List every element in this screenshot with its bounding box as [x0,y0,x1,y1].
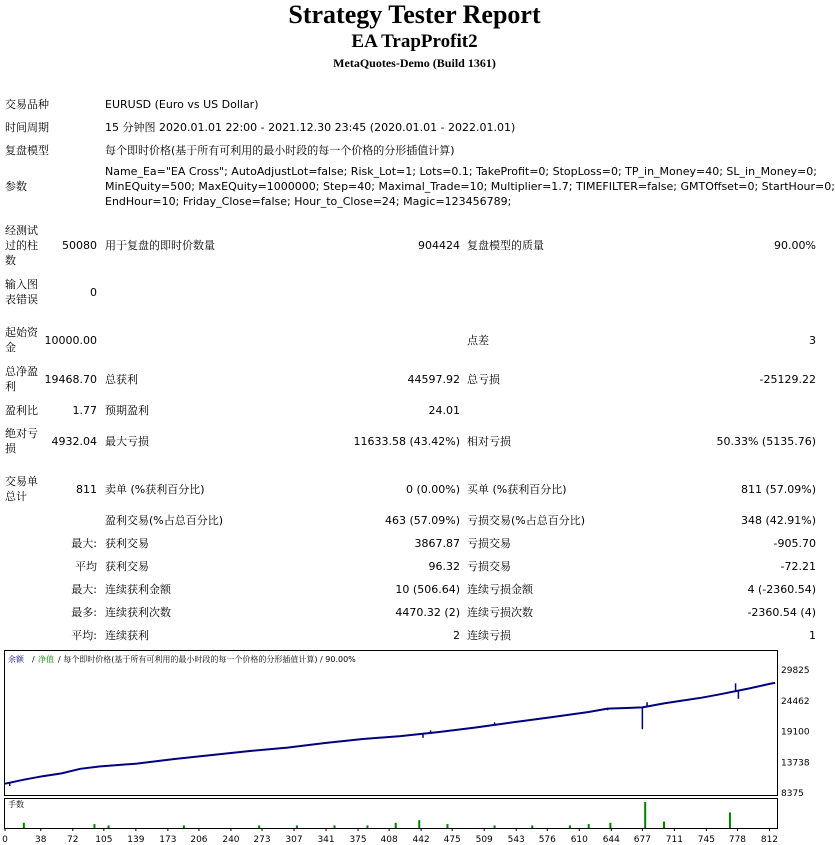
model-value: 每个即时价格(基于所有可利用的最小时段的每一个价格的分形插值计算) [105,144,455,157]
volume-bar [183,825,185,828]
x-tick-label: 576 [538,835,556,845]
short-positions-label: 卖单 (%获利百分比) [105,483,205,496]
x-tick-label: 778 [728,835,747,845]
max-drawdown-value: 11633.58 (43.42%) [353,435,460,448]
deposit-value: 10000.00 [44,334,97,347]
cons-wins-amount-label: 连续获利金额 [105,583,171,596]
avg-profit-value: 96.32 [428,560,460,573]
y-tick-label: 24462 [781,696,810,707]
average2-prefix: 平均: [71,629,97,642]
loss-trades-value: 348 (42.91%) [740,514,816,527]
x-tick-label: 442 [412,835,430,845]
params-label: 参数 [5,180,27,193]
errors-label: 输入图表错误 [5,278,38,306]
avg-loss-value: -72.21 [780,560,816,573]
x-tick-label: 509 [475,835,493,845]
net-profit-value: 19468.70 [44,373,97,386]
ticks-value: 904424 [418,239,460,252]
x-tick-label: 139 [127,835,145,845]
quality-label: 复盘模型的质量 [467,239,544,252]
x-tick-label: 375 [349,835,367,845]
legend-separator: / [32,655,35,664]
profit-factor-value: 1.77 [72,404,97,417]
legend-model: / 每个即时价格(基于所有可利用的最小时段的每一个价格的分形插值计算) / 90.00% [58,655,356,664]
total-trades-value: 811 [76,483,97,496]
x-tick-label: 0 [2,835,8,845]
report-title: Strategy Tester Report [288,0,541,29]
x-tick-label: 677 [633,835,651,845]
volume-bar [588,824,590,828]
cons-profit-count-value: 4470.32 (2) [395,606,460,619]
average-prefix: 平均 [75,560,97,573]
net-profit-label: 总净盈利 [5,365,38,393]
max-drawdown-label: 最大亏损 [105,435,149,448]
cons-wins-amount-value: 10 (506.64) [395,583,460,596]
x-tick-label: 610 [570,835,588,845]
main-plot-frame [5,651,778,796]
cons-loss-count-value: -2360.54 (4) [747,606,816,619]
x-tick-label: 206 [190,835,208,845]
volume-bar [395,823,397,828]
ticks-label: 用于复盘的即时价数量 [105,239,215,252]
spread-value: 3 [809,334,816,347]
volume-bar [446,824,448,828]
legend-balance: 余额 [8,655,24,664]
x-tick-label: 644 [602,835,620,845]
volume-bar [644,802,646,828]
gross-profit-value: 44597.92 [407,373,460,386]
period-label: 时间周期 [5,121,49,134]
y-tick-label: 29825 [781,666,810,676]
gross-profit-label: 总获利 [105,373,138,386]
params-line-2: MinEQuity=500; MaxEQuity=1000000; Step=40; Maximal_Trade=10; Multiplier=1.7; TIMEFILTER=false; GMTOffset=0; StartHour=0; [105,180,835,193]
bars-label: 经测试过的柱数 [5,224,38,267]
expected-payoff-value: 24.01 [428,404,460,417]
avg-cons-wins-label: 连续获利 [105,629,149,642]
largest-prefix: 最大: [71,537,97,550]
rel-drawdown-label: 相对亏损 [467,435,511,448]
maximum-prefix: 最大: [71,583,97,596]
profit-trades-value: 463 (57.09%) [384,514,460,527]
x-tick-label: 72 [67,835,79,845]
x-tick-label: 173 [159,835,177,845]
errors-value: 0 [90,286,97,299]
x-tick-label: 240 [222,835,240,845]
rel-drawdown-value: 50.33% (5135.76) [716,435,816,448]
volume-label: 手数 [8,800,24,809]
loss-trades-label: 亏损交易(%占总百分比) [467,514,586,527]
total-trades-label: 交易单总计 [5,475,38,503]
params-line-1: Name_Ea="EA Cross"; AutoAdjustLot=false; Risk_Lot=1; Lots=0.1; TakeProfit=0; StopLoss=0; TP_in_Money=40; SL_in_Money=0; [105,165,817,178]
profit-trades-label: 盈利交易(%占总百分比) [105,514,224,527]
x-tick-label: 745 [697,835,715,845]
avg-cons-losses-label: 连续亏损 [467,629,511,642]
ea-name: EA TrapProfit2 [351,31,478,52]
volume-bar [334,825,336,828]
long-positions-value: 811 (57.09%) [740,483,816,496]
profit-factor-label: 盈利比 [5,404,38,417]
volume-bar [296,825,298,828]
cons-losses-amount-label: 连续亏损金额 [467,583,533,596]
x-tick-label: 711 [665,835,683,845]
volume-bar [569,825,571,828]
volume-bar [366,825,368,828]
volume-bar [23,823,25,828]
abs-drawdown-value: 4932.04 [51,435,97,448]
x-tick-label: 307 [285,835,303,845]
most-prefix: 最多: [71,606,97,619]
avg-profit-label: 获利交易 [105,560,149,573]
y-tick-label: 19100 [781,727,810,738]
volume-bar [531,825,533,828]
largest-loss-label: 亏损交易 [467,537,511,550]
period-value: 15 分钟图 2020.01.01 22:00 - 2021.12.30 23:45 (2020.01.01 - 2022.01.01) [105,121,516,134]
volume-bar [609,823,611,828]
expected-payoff-label: 预期盈利 [105,404,149,417]
symbol-label: 交易品种 [5,98,49,111]
x-tick-label: 812 [760,835,779,845]
avg-cons-wins-value: 2 [453,629,460,642]
volume-bar [729,812,731,828]
cons-profit-count-label: 连续获利次数 [105,606,171,619]
gross-loss-label: 总亏损 [467,373,500,386]
volume-bar [418,820,420,828]
x-tick-label: 341 [317,835,335,845]
volume-bar [258,825,260,828]
largest-profit-value: 3867.87 [414,537,460,550]
volume-plot-frame [5,799,778,829]
y-tick-label: 8375 [781,789,804,799]
long-positions-label: 买单 (%获利百分比) [467,483,567,496]
volume-bar [494,825,496,828]
cons-losses-amount-value: 4 (-2360.54) [747,583,816,596]
volume-bar [93,824,95,828]
server-build: MetaQuotes-Demo (Build 1361) [333,56,496,70]
avg-loss-label: 亏损交易 [467,560,511,573]
x-tick-label: 543 [507,835,525,845]
abs-drawdown-label: 绝对亏损 [5,427,38,455]
spread-label: 点差 [467,334,489,347]
deposit-label: 起始资金 [5,326,38,354]
largest-profit-label: 获利交易 [105,537,149,550]
x-tick-label: 273 [253,835,271,845]
short-positions-value: 0 (0.00%) [405,483,460,496]
volume-bar [663,822,665,829]
bars-value: 50080 [62,239,97,252]
balance-chart [4,650,824,845]
symbol-value: EURUSD (Euro vs US Dollar) [105,98,259,111]
legend-equity: 净值 [38,655,54,664]
params-line-3: EndHour=10; Friday_Close=false; Hour_to_Close=24; Magic=123456789; [105,195,512,208]
quality-value: 90.00% [774,239,816,252]
largest-loss-value: -905.70 [773,537,816,550]
x-tick-label: 105 [95,835,113,845]
gross-loss-value: -25129.22 [759,373,816,386]
avg-cons-losses-value: 1 [809,629,816,642]
cons-loss-count-label: 连续亏损次数 [467,606,533,619]
volume-bar [108,825,110,828]
y-tick-label: 13738 [781,758,810,769]
x-tick-label: 475 [443,835,461,845]
x-tick-label: 408 [380,835,398,845]
x-tick-label: 38 [35,835,47,845]
model-label: 复盘模型 [5,144,49,157]
